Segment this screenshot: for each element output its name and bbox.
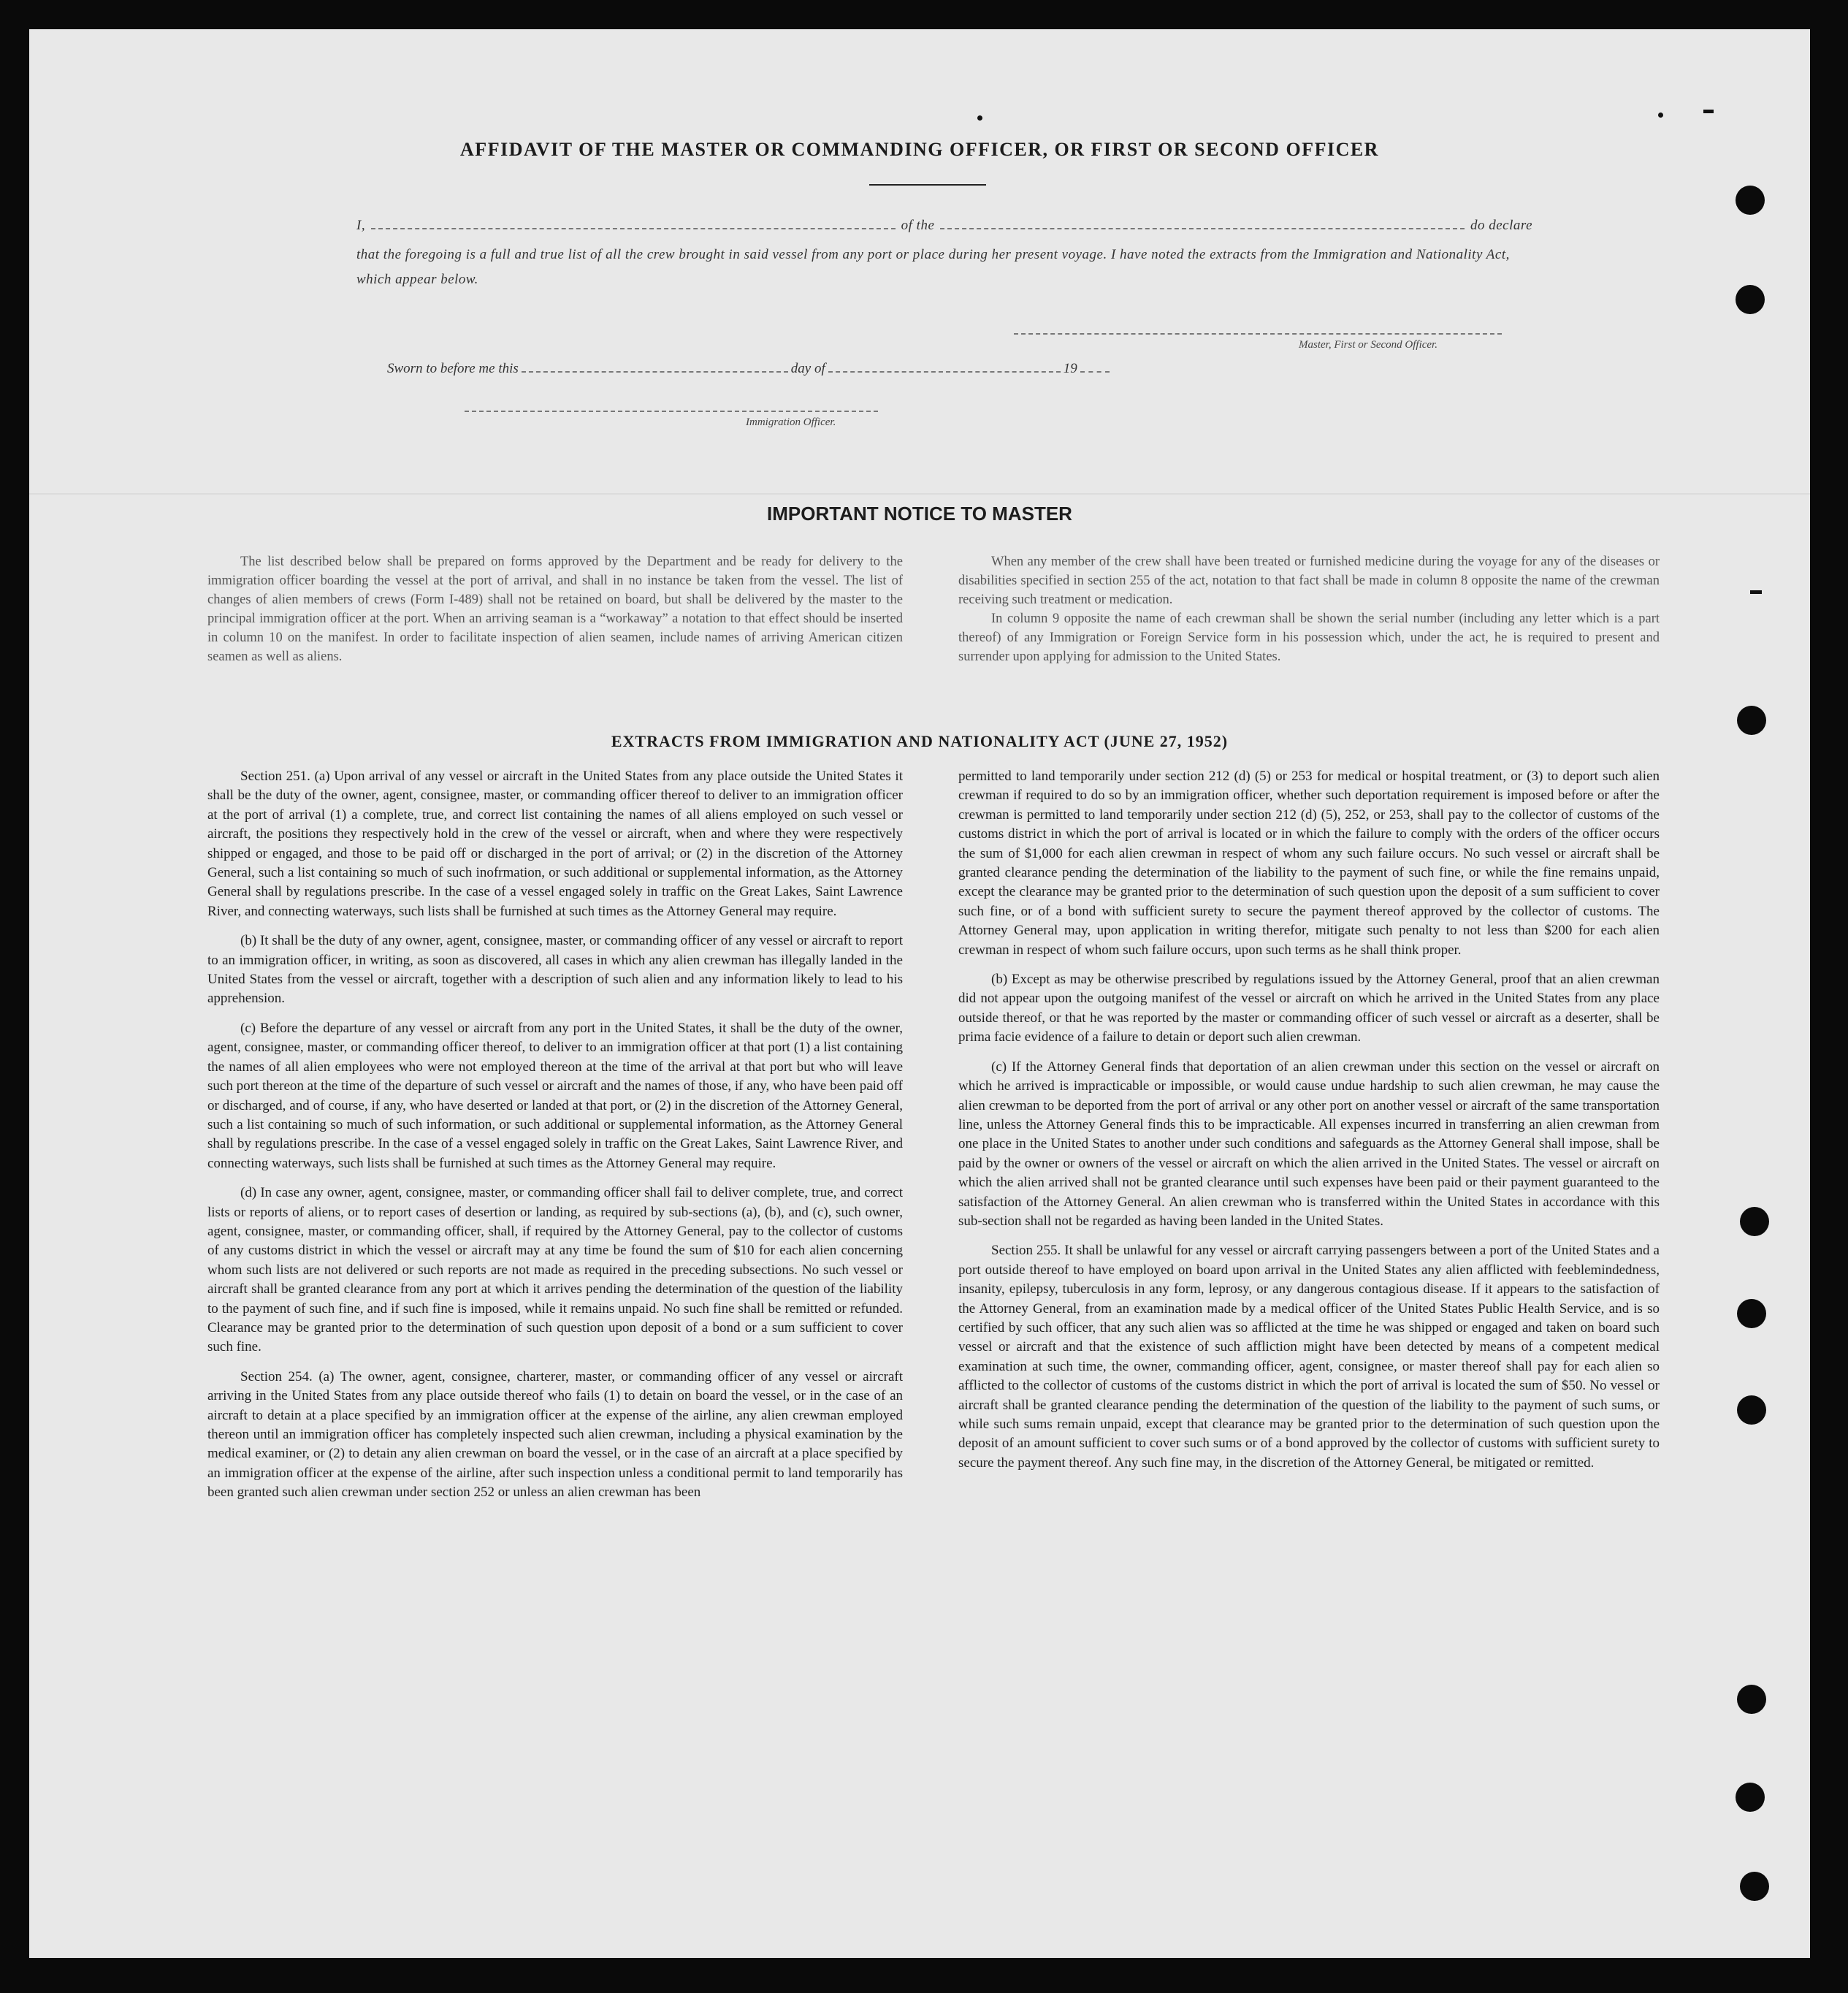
section-255: Section 255. It shall be unlawful for any vessel or aircraft carrying passengers between a port of the United States and a port outside thereof to have employed on board upon arrival in the United States any alien afflicted with feeblemindedness, insanity, epilepsy, tuberculosis in any form, leprosy, or any dangerous contagious disease. If it appears to the satisfaction of the Attorney General, from an examination made by a medical officer of the United States Public Health Service, and is so certified by such officer, that any such alien was so afflicted at the time he was shipped or engaged and taken on board such vessel or aircraft and that the existence of such affliction might have been detected by means of a competent medical examination at such time, the owner, commanding officer, agent, consignee, or master thereof shall pay for each alien so afflicted to the collector of customs of the customs district in which the port of arrival is located the sum of $50. No vessel or aircraft shall be granted clearance pending the determination of the question of the liability to the payment of such sums, or while such sums remain unpaid, except that clearance may be granted prior to the determination of such question upon the deposit of an amount sufficient to cover such sums or of a bond approved by the collector of customs with sufficient surety to secure the payment thereof. Any such fine may, in the discretion of the Attorney General, be mitigated or remitted. (958, 1243, 1660, 1471)
section-254-c: (c) If the Attorney General finds that deportation of an alien crewman under this section on the vessel or aircraft on which he arrived is impracticable or impossible, or would cause undue hardship to such alien crewman, he may cause the alien crewman to be deported from the port of arrival or any other port on another vessel or aircraft of the same transportation line, unless the Attorney General finds this to be impracticable. All expenses incurred in transferring an alien crewman from one place in the United States to another under such conditions and safeguards as the Attorney General shall impose, shall be paid by the owner or owners of the vessel or aircraft on which the alien arrived in the United States. The vessel or aircraft on which the alien arrived shall not be granted clearance until such expenses have been paid or their payment guaranteed to the satisfaction of the Attorney General. An alien crewman who is transferred within the United States in accordance with this sub-section shall not be regarded as having been landed in the United States. (958, 1059, 1660, 1229)
speck-mark (1658, 113, 1663, 118)
binder-hole (1740, 1207, 1769, 1236)
extracts-title: EXTRACTS FROM IMMIGRATION AND NATIONALITY ACT (JUNE 27, 1952) (611, 732, 1229, 750)
sworn-day-blank[interactable] (522, 371, 788, 373)
master-caption: Master, First or Second Officer. (1299, 339, 1437, 351)
declaration-line (356, 218, 1532, 234)
officer-signature-line[interactable] (465, 411, 878, 412)
notice-title: IMPORTANT NOTICE TO MASTER (767, 503, 1072, 525)
declare-start: I, (356, 218, 366, 233)
binder-hole (1736, 186, 1765, 215)
master-signature-line[interactable] (1014, 333, 1502, 335)
sworn-line (387, 361, 1227, 377)
section-251-c: (c) Before the departure of any vessel or aircraft from any port in the United States, it shall be the duty of the owner, agent, consignee, master, or commanding officer thereof, to deliver to an immigration officer at that port (1) a list containing the names of all alien employees who were not employed thereon at the time of the arrival at that port but who will leave such port thereon at the time of the departure of such vessel or aircraft and the names of those, if any, who have been paid off or discharged, and of course, if any, who have deserted or landed at that port, or (2) in the discretion of the Attorney General, such a list containing so much of such information, or such additional or supplemental information, as the Attorney General shall by regulations prescribe. In the case of a vessel engaged solely in traffic on the Great Lakes, Saint Lawrence River, and connecting waterways, such lists shall be furnished at such times as the Attorney General may require. (207, 1020, 903, 1171)
notice-right-paragraph-1: When any member of the crew shall have been treated or furnished medicine during the voyage for any of the diseases or disabilities specified in section 255 of the act, notation to that fact shall be made in column 8 opposite the name of the crewman receiving such treatment or medication. (958, 555, 1660, 607)
speck-mark (977, 115, 982, 121)
section-251-b: (b) It shall be the duty of any owner, agent, consignee, master, or commanding officer of any vessel or aircraft to report to an immigration officer, in writing, as soon as discovered, all cases in which any alien crewman has illegally landed in the United States from the vessel or aircraft, together with a description of such alien and any information likely to lead to his apprehension. (207, 933, 903, 1007)
month-blank[interactable] (828, 371, 1061, 373)
declare-end: do declare (1470, 218, 1533, 233)
document-page (29, 29, 1810, 1958)
officer-caption: Immigration Officer. (746, 416, 836, 428)
declare-of: of the (901, 218, 935, 233)
section-254-a-cont: permitted to land temporarily under section 212 (d) (5) or 253 for medical or hospital treatment, or (3) to deport such alien crewman if required to do so by an immigration officer, whether such deportation requirement is imposed before or after the crewman is permitted to land temporarily under section 212 (d) (5), 252, or 253, shall pay to the collector of customs of the customs district in which the port of arrival is located or in which the failure to comply with the orders of the officer occurs the sum of $1,000 for each alien crewman in respect of whom any such failure occurs. No such vessel or aircraft shall be granted clearance pending the determination of the liability to the payment of such fine, or while the fine remains unpaid, except the clearance may be granted prior to the determination of such question upon the deposit of a sum sufficient to cover such fine, or of a bond with sufficient surety to secure the payment thereof approved by the collector of customs. The Attorney General may, upon application in writing therefor, mitigate such penalty to not less than $200 for each alien crewman in respect of whom such failure occurs, upon such terms as he shall think proper. (958, 769, 1660, 958)
binder-hole (1736, 1783, 1765, 1812)
year-blank[interactable] (1080, 371, 1110, 373)
binder-hole (1737, 1395, 1766, 1425)
binder-hole (1737, 1685, 1766, 1714)
affidavit-title: AFFIDAVIT OF THE MASTER OR COMMANDING OFFICER, OR FIRST OR SECOND OFFICER (460, 139, 1379, 160)
title-underline (869, 184, 986, 186)
extracts-left-column (207, 767, 903, 1513)
notice-left (207, 552, 903, 666)
page-fold (29, 493, 1810, 495)
declaration-text: that the foregoing is a full and true list of all the crew brought in said vessel from any port or place during her present voyage. I have noted the extracts from the Immigration and Nationality Act, which appear below. (356, 247, 1510, 287)
sworn-label: Sworn to before me this (387, 361, 519, 376)
binder-hole (1736, 285, 1765, 314)
speck-mark (1750, 590, 1762, 594)
day-label: day of (790, 361, 825, 376)
binder-hole (1737, 1299, 1766, 1328)
section-251-d: (d) In case any owner, agent, consignee, master, or commanding officer shall fail to deliver complete, true, and correct lists or reports of aliens, or to report cases of desertion or landing, as required by sub-sections (a), (b), and (c), such owner, agent, consignee, master, or commanding officer, shall, if required by the Attorney General, pay to the collector of customs of any customs district in which the vessel or aircraft may at any time be found the sum of $10 for each alien concerning whom such lists are not delivered or such reports are not made as required in the preceding subsections. No such vessel or aircraft shall be granted clearance from any port at which it arrives pending the determination of the question of the liability to the payment of such fine, and if such fine is imposed, while it remains unpaid. No such fine shall be remitted or refunded. Clearance may be granted prior to the determination of such question upon deposit of a bond or a sum sufficient to cover such fine. (207, 1185, 903, 1355)
vessel-blank[interactable] (940, 228, 1465, 229)
year-label: 19 (1063, 361, 1077, 376)
notice-right-paragraph-2: In column 9 opposite the name of each crewman shall be shown the serial number (including any letter which is a part thereof) of any Immigration or Foreign Service form in his possession which, under the act, he is required to present and surrender upon applying for admission to the United States. (958, 611, 1660, 664)
section-251-a: Section 251. (a) Upon arrival of any vessel or aircraft in the United States from any place outside the United States it shall be the duty of the owner, agent, consignee, master, or commanding officer thereof to deliver to an immigration officer at the port of arrival (1) a complete, true, and correct list containing the names of all aliens employed on such vessel or aircraft, the positions they respectively hold in the crew of the vessel or aircraft, when and where they were respectively shipped or engaged, and those to be paid off or discharged in the port of arrival; or (2) in the discretion of the Attorney General, such a list containing so much of such inofrmation, or such additional or supplemental information, as the Attorney General shall by regulations prescribe. In the case of a vessel engaged solely in traffic on the Great Lakes, Saint Lawrence River, and connecting waterways, such lists shall be furnished at such times as the Attorney General may require. (207, 769, 903, 919)
section-254-a: Section 254. (a) The owner, agent, consignee, charterer, master, or commanding officer of any vessel or aircraft arriving in the United States from any place outside thereof who fails (1) to detain on board the vessel, or in the case of an aircraft to detain at a place specified by an immigration officer at the expense of the airline, any alien crewman employed thereon until an immigration officer has completely inspected such alien crewman, including a physical examination by the medical examiner, or (2) to detain any alien crewman on board the vessel, or in the case of an aircraft at a place specified by an immigration officer at the expense of the airline, after such inspection unless a conditional permit to land temporarily has been granted such alien crewman under section 252 or unless an alien crewman has been (207, 1368, 903, 1501)
notice-right (958, 552, 1660, 666)
binder-hole (1740, 1872, 1769, 1901)
section-254-b: (b) Except as may be otherwise prescribed by regulations issued by the Attorney General, proof that an alien crewman did not appear upon the outgoing manifest of the vessel or aircraft on which he arrived in the United States from any place outside thereof, or that he was reported by the master or commanding officer of such vessel or aircraft as a deserter, shall be prima facie evidence of a failure to detain or deport such alien crewman. (958, 972, 1660, 1045)
extracts-right-column (958, 767, 1660, 1483)
name-blank[interactable] (371, 228, 896, 229)
speck-mark (1703, 110, 1714, 113)
notice-left-paragraph: The list described below shall be prepared on forms approved by the Department and be ready for delivery to the immigration officer boarding the vessel at the port of arrival, and shall in no instance be taken from the vessel. The list of changes of alien members of crews (Form I-489) shall not be retained on board, but shall be delivered by the master to the principal immigration officer at the port. When an arriving seaman is a “workaway” a notation to that effect should be inserted in column 10 on the manifest. In order to facilitate inspection of alien seamen, include names of arriving American citizen seamen as well as aliens. (207, 555, 903, 664)
binder-hole (1737, 706, 1766, 735)
